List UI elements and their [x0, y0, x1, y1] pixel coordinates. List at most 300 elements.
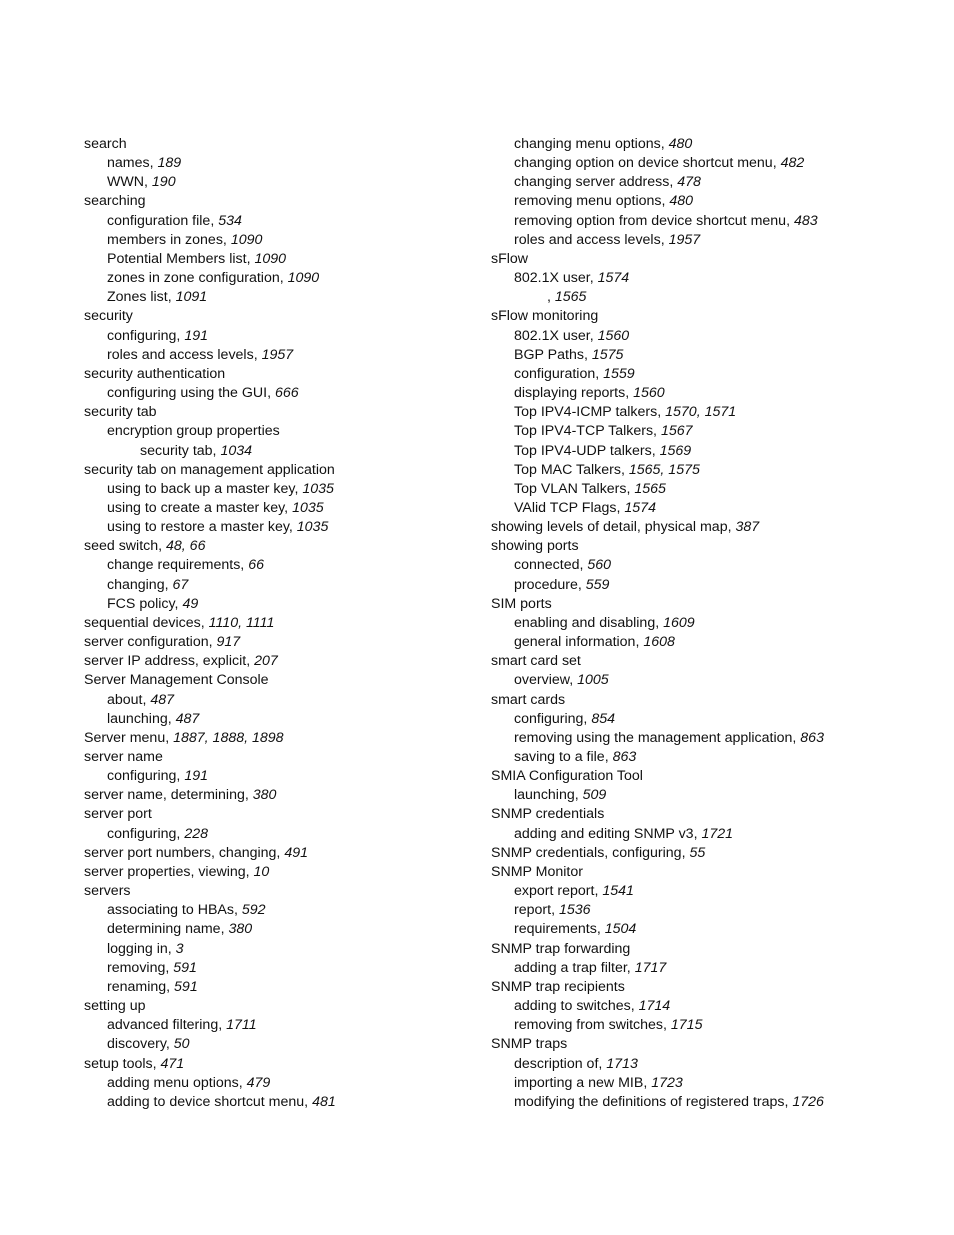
page-reference: 559	[585, 576, 610, 593]
term-separator: ,	[651, 442, 660, 459]
index-term: names	[107, 155, 150, 172]
index-subentry	[491, 442, 931, 461]
index-term: export report	[514, 883, 595, 900]
page-reference: 1504	[604, 921, 637, 938]
index-term: server properties, viewing	[84, 863, 246, 880]
page-reference: 1567	[660, 423, 693, 440]
term-separator: ,	[577, 576, 586, 593]
index-subentry	[84, 288, 484, 307]
index-term: server name, determining	[84, 787, 245, 804]
index-entry	[84, 882, 484, 901]
index-subentry	[84, 978, 484, 997]
index-term: SNMP credentials, configuring	[491, 844, 682, 861]
index-term: Server Management Console	[84, 672, 269, 689]
term-separator: ,	[284, 499, 293, 516]
index-subentry	[84, 959, 484, 978]
page-reference: 1574	[597, 270, 630, 287]
index-term: SMIA Configuration Tool	[491, 768, 643, 785]
term-separator: ,	[238, 1074, 247, 1091]
index-term: members in zones	[107, 231, 223, 248]
index-entry	[84, 365, 484, 384]
term-separator: ,	[630, 998, 639, 1015]
page-reference: 478	[677, 174, 701, 191]
page-reference: 1713	[606, 1055, 638, 1072]
index-subentry	[84, 940, 484, 959]
index-entry	[84, 614, 484, 633]
index-subentry	[491, 327, 931, 346]
index-subentry	[491, 269, 931, 288]
term-separator: ,	[655, 614, 664, 631]
index-term: configuration file	[107, 212, 211, 229]
index-term: configuring using the GUI	[107, 385, 268, 402]
index-subentry	[84, 250, 484, 269]
term-separator: ,	[152, 1055, 161, 1072]
page-reference: 1090	[254, 250, 287, 267]
term-separator: ,	[167, 940, 176, 957]
index-term: configuring	[107, 825, 177, 842]
index-subentry	[84, 231, 484, 250]
index-entry	[84, 997, 484, 1016]
index-term: security authentication	[84, 365, 226, 382]
index-term: showing levels of detail, physical map	[491, 519, 728, 536]
index-term: configuring	[107, 768, 177, 785]
index-subentry	[84, 499, 484, 518]
index-subentry	[491, 959, 931, 978]
term-separator: ,	[663, 1017, 671, 1034]
term-separator: ,	[176, 825, 185, 842]
index-subentry	[491, 729, 931, 748]
page-reference: 228	[184, 825, 208, 842]
term-separator: ,	[222, 231, 231, 248]
index-term: server name	[84, 749, 163, 765]
index-term: Top IPV4-UDP talkers	[514, 442, 652, 459]
page-reference: 480	[668, 136, 693, 152]
index-term: connected	[514, 557, 580, 574]
index-term: importing a new MIB	[514, 1074, 644, 1091]
term-separator: ,	[144, 174, 152, 191]
index-term: SIM ports	[491, 595, 552, 612]
term-separator: ,	[142, 691, 151, 708]
term-separator: ,	[253, 346, 262, 363]
page-reference: 483	[793, 212, 818, 229]
index-term: setting up	[84, 998, 146, 1015]
page-reference: 189	[157, 155, 182, 172]
page-reference: 1560	[633, 385, 665, 402]
index-term: changing option on device shortcut menu	[514, 155, 773, 172]
term-separator: ,	[604, 749, 613, 765]
index-subentry	[491, 786, 931, 805]
index-term: smart cards	[491, 691, 566, 708]
term-separator: ,	[304, 1093, 313, 1110]
page-reference: 67	[172, 576, 189, 593]
page-reference: 1957	[668, 231, 701, 248]
index-entry	[491, 940, 931, 959]
term-separator: ,	[669, 174, 678, 191]
page-reference: 1560	[597, 327, 630, 344]
page-reference: 1957	[261, 346, 294, 363]
term-separator: ,	[661, 193, 670, 210]
term-separator: ,	[218, 1017, 227, 1034]
term-separator: ,	[551, 902, 559, 919]
index-term: modifying the definitions of registered traps	[514, 1093, 785, 1110]
index-subentry	[491, 346, 931, 365]
page-reference: 1005	[577, 672, 609, 689]
page-reference: 854	[591, 710, 615, 727]
index-term: launching	[514, 787, 575, 804]
page-reference: 191	[184, 768, 208, 785]
index-subentry	[491, 288, 931, 307]
index-term: SNMP Monitor	[491, 863, 583, 880]
index-subentry	[491, 997, 931, 1016]
page-reference: 509	[582, 787, 607, 804]
term-separator: ,	[616, 499, 625, 516]
index-term: server port numbers, changing	[84, 844, 277, 861]
index-term: servers	[84, 883, 131, 900]
term-separator: ,	[594, 883, 603, 900]
index-subentry	[491, 576, 931, 595]
term-separator: ,	[693, 825, 702, 842]
page-reference: 66	[248, 557, 264, 574]
index-subentry	[84, 1035, 484, 1054]
term-separator: ,	[267, 385, 275, 402]
term-separator: ,	[233, 902, 242, 919]
index-entry	[491, 652, 931, 671]
index-entry	[84, 844, 484, 863]
index-term: encryption group properties	[107, 423, 280, 440]
index-subentry	[84, 901, 484, 920]
index-subentry	[84, 154, 484, 173]
term-separator: ,	[165, 1036, 174, 1053]
index-entry	[84, 1055, 484, 1074]
term-separator: ,	[643, 1074, 652, 1091]
index-subentry	[491, 212, 931, 231]
index-subentry	[84, 1093, 484, 1112]
index-term: adding menu options	[107, 1074, 239, 1091]
term-separator: ,	[210, 212, 219, 229]
index-term: server IP address, explicit	[84, 653, 247, 670]
index-column-left	[84, 135, 484, 1112]
index-term: configuring	[107, 327, 177, 344]
index-subentry	[84, 556, 484, 575]
term-separator: ,	[786, 212, 794, 229]
index-subentry	[491, 614, 931, 633]
term-separator: ,	[579, 557, 588, 574]
index-term: FCS policy	[107, 595, 175, 612]
term-separator: ,	[547, 289, 555, 306]
index-entry	[491, 844, 931, 863]
index-term: server port	[84, 806, 152, 823]
index-term: procedure	[514, 576, 578, 593]
page-reference: 1570, 1571	[665, 404, 737, 421]
term-separator: ,	[158, 538, 167, 555]
index-subentry	[491, 633, 931, 652]
page-reference: 1559	[603, 365, 635, 382]
index-subentry	[84, 691, 484, 710]
index-subentry	[84, 422, 484, 441]
index-subentry	[84, 710, 484, 729]
index-term: Top IPV4-ICMP talkers	[514, 404, 658, 421]
index-subentry	[84, 173, 484, 192]
index-subentry	[84, 767, 484, 786]
term-separator: ,	[167, 289, 176, 306]
page-reference: 3	[175, 940, 184, 957]
term-separator: ,	[165, 959, 174, 976]
index-term: determining name	[107, 921, 221, 938]
index-term: overview	[514, 672, 570, 689]
index-term: SNMP traps	[491, 1036, 568, 1053]
index-term: displaying reports	[514, 385, 626, 402]
index-term: security tab	[84, 404, 157, 421]
index-subentry	[491, 1074, 931, 1093]
index-subentry	[491, 154, 931, 173]
term-separator: ,	[200, 614, 209, 631]
page-reference: 1090	[287, 270, 320, 287]
page-reference: 534	[218, 212, 242, 229]
index-entry	[84, 729, 484, 748]
page-reference: 1721	[701, 825, 734, 842]
index-subentry	[491, 556, 931, 575]
index-subentry	[491, 1016, 931, 1035]
page-reference: 1715	[670, 1017, 703, 1034]
index-entry	[84, 863, 484, 882]
index-entry	[491, 805, 931, 824]
index-subentry	[491, 403, 931, 422]
index-entry	[491, 691, 931, 710]
index-entry	[84, 748, 484, 767]
term-separator: ,	[246, 653, 255, 670]
page-reference: 1034	[220, 442, 252, 459]
index-term: using to restore a master key	[107, 519, 289, 536]
index-term: launching	[107, 710, 168, 727]
index-subentry	[84, 825, 484, 844]
index-subentry	[491, 499, 931, 518]
page-reference: 1536	[558, 902, 591, 919]
index-term: Potential Members list	[107, 250, 247, 267]
term-separator: ,	[589, 270, 598, 287]
term-separator: ,	[727, 519, 736, 536]
page-reference: 1575	[591, 346, 624, 363]
page-reference: 1110, 1111	[208, 614, 275, 631]
index-term: sFlow monitoring	[491, 308, 599, 325]
index-subentry	[491, 384, 931, 403]
index-term: adding to switches	[514, 998, 631, 1015]
term-separator: ,	[792, 729, 801, 746]
index-term: sFlow	[491, 250, 529, 267]
index-term: security tab on management application	[84, 461, 335, 478]
index-term: seed switch	[84, 538, 159, 555]
term-separator: ,	[165, 729, 174, 746]
page-reference: 190	[151, 174, 176, 191]
index-term: search	[84, 136, 127, 152]
index-term: Top IPV4-TCP Talkers	[514, 423, 654, 440]
index-term: changing server address	[514, 174, 670, 191]
index-subentry	[84, 212, 484, 231]
index-entry	[491, 595, 931, 614]
index-entry	[491, 767, 931, 786]
page-reference: 1035	[292, 499, 324, 516]
index-subentry	[84, 1074, 484, 1093]
term-separator: ,	[625, 385, 634, 402]
term-separator: ,	[598, 1055, 607, 1072]
index-subentry	[491, 1093, 931, 1112]
index-subentry	[491, 422, 931, 441]
index-entry	[84, 786, 484, 805]
index-term: BGP Paths	[514, 346, 584, 363]
index-term: searching	[84, 193, 146, 210]
page-reference: 55	[689, 844, 706, 861]
index-entry	[84, 192, 484, 211]
term-separator: ,	[772, 155, 781, 172]
page-reference: 863	[612, 749, 637, 765]
index-term: roles and access levels	[107, 346, 254, 363]
page-reference: 1608	[643, 634, 675, 651]
index-subentry	[491, 480, 931, 499]
term-separator: ,	[212, 442, 221, 459]
page-reference: 1717	[634, 959, 667, 976]
term-separator: ,	[220, 921, 229, 938]
index-term: 802.1X user	[514, 327, 590, 344]
term-separator: ,	[589, 327, 598, 344]
index-entry	[491, 307, 931, 326]
page-reference: 50	[173, 1036, 190, 1053]
page-reference: 591	[173, 959, 197, 976]
index-subentry	[491, 748, 931, 767]
term-separator: ,	[583, 346, 592, 363]
index-term: advanced filtering	[107, 1017, 219, 1034]
index-term: SNMP trap recipients	[491, 978, 625, 995]
page-reference: 48, 66	[166, 538, 206, 555]
index-term: report	[514, 902, 552, 919]
index-term: discovery	[107, 1036, 166, 1053]
index-term: removing option from device shortcut menu	[514, 212, 787, 229]
index-term: roles and access levels	[514, 231, 661, 248]
index-term: removing using the management application	[514, 729, 793, 746]
index-subentry	[491, 173, 931, 192]
page-reference: 471	[160, 1055, 185, 1072]
index-term: general information	[514, 634, 636, 651]
index-term: associating to HBAs	[107, 902, 234, 919]
index-entry	[84, 135, 484, 154]
term-separator: ,	[569, 672, 578, 689]
page-reference: 1565	[634, 480, 666, 497]
index-term: security tab	[140, 442, 213, 459]
index-subentry	[491, 825, 931, 844]
index-subentry	[491, 882, 931, 901]
index-subentry	[84, 920, 484, 939]
index-entry	[491, 1035, 931, 1054]
index-subentry	[84, 595, 484, 614]
index-subentry	[84, 346, 484, 365]
index-entry	[84, 652, 484, 671]
page-reference: 1569	[659, 442, 692, 459]
term-separator: ,	[626, 480, 635, 497]
index-entry	[84, 633, 484, 652]
index-term: configuring	[514, 710, 584, 727]
index-entry	[491, 537, 931, 556]
page-reference: 479	[246, 1074, 271, 1091]
index-subentry	[84, 442, 484, 461]
index-term: adding and editing SNMP v3	[514, 825, 694, 842]
index-subentry	[491, 671, 931, 690]
index-term: adding to device shortcut menu	[107, 1093, 305, 1110]
page-reference: 387	[735, 519, 760, 536]
term-separator: ,	[245, 863, 254, 880]
index-subentry	[84, 269, 484, 288]
index-column-right	[491, 135, 931, 1112]
term-separator: ,	[784, 1093, 793, 1110]
term-separator: ,	[164, 576, 173, 593]
term-separator: ,	[149, 155, 158, 172]
term-separator: ,	[166, 978, 175, 995]
page-reference: 1574	[624, 499, 656, 516]
index-subentry	[491, 461, 931, 480]
index-term: removing	[107, 959, 166, 976]
index-term: SNMP credentials	[491, 806, 605, 823]
term-separator: ,	[208, 634, 217, 651]
index-subentry	[491, 710, 931, 729]
index-term: WWN	[107, 174, 145, 191]
term-separator: ,	[176, 768, 185, 785]
term-separator: ,	[657, 404, 666, 421]
index-term: sequential devices	[84, 614, 201, 631]
page-reference: 1565	[554, 289, 587, 306]
page-reference: 482	[780, 155, 805, 172]
term-separator: ,	[620, 461, 629, 478]
index-term: server configuration	[84, 634, 209, 651]
index-entry	[84, 307, 484, 326]
index-subentry	[84, 1016, 484, 1035]
index-term: Top VLAN Talkers	[514, 480, 627, 497]
page-reference: 917	[216, 634, 241, 651]
page-reference: 1035	[302, 480, 334, 497]
page-reference: 49	[182, 595, 199, 612]
page-reference: 1035	[296, 519, 329, 536]
index-subentry	[84, 480, 484, 499]
page-reference: 1723	[651, 1074, 683, 1091]
term-separator: ,	[660, 231, 669, 248]
index-subentry	[84, 384, 484, 403]
page-reference: 1090	[230, 231, 263, 248]
index-term: setup tools	[84, 1055, 153, 1072]
index-term: Zones list	[107, 289, 168, 306]
index-subentry	[84, 576, 484, 595]
page-reference: 1565, 1575	[628, 461, 700, 478]
page-reference: 491	[284, 844, 308, 861]
index-term: zones in zone configuration	[107, 270, 280, 287]
index-term: using to create a master key	[107, 499, 285, 516]
index-term: SNMP trap forwarding	[491, 940, 631, 957]
index-term: VAlid TCP Flags	[514, 499, 617, 516]
page-reference: 1714	[638, 998, 671, 1015]
term-separator: ,	[583, 710, 592, 727]
term-separator: ,	[574, 787, 583, 804]
term-separator: ,	[240, 557, 249, 574]
index-entry	[84, 805, 484, 824]
term-separator: ,	[276, 844, 285, 861]
page-reference: 1887, 1888, 1898	[173, 729, 284, 746]
term-separator: ,	[595, 365, 604, 382]
page-reference: 1711	[226, 1017, 257, 1034]
index-term: description of	[514, 1055, 599, 1072]
term-separator: ,	[681, 844, 690, 861]
index-term: configuration	[514, 365, 596, 382]
term-separator: ,	[635, 634, 644, 651]
page-reference: 481	[312, 1093, 336, 1110]
term-separator: ,	[246, 250, 255, 267]
page-reference: 1541	[602, 883, 634, 900]
page-reference: 592	[241, 902, 266, 919]
index-term: using to back up a master key	[107, 480, 295, 497]
